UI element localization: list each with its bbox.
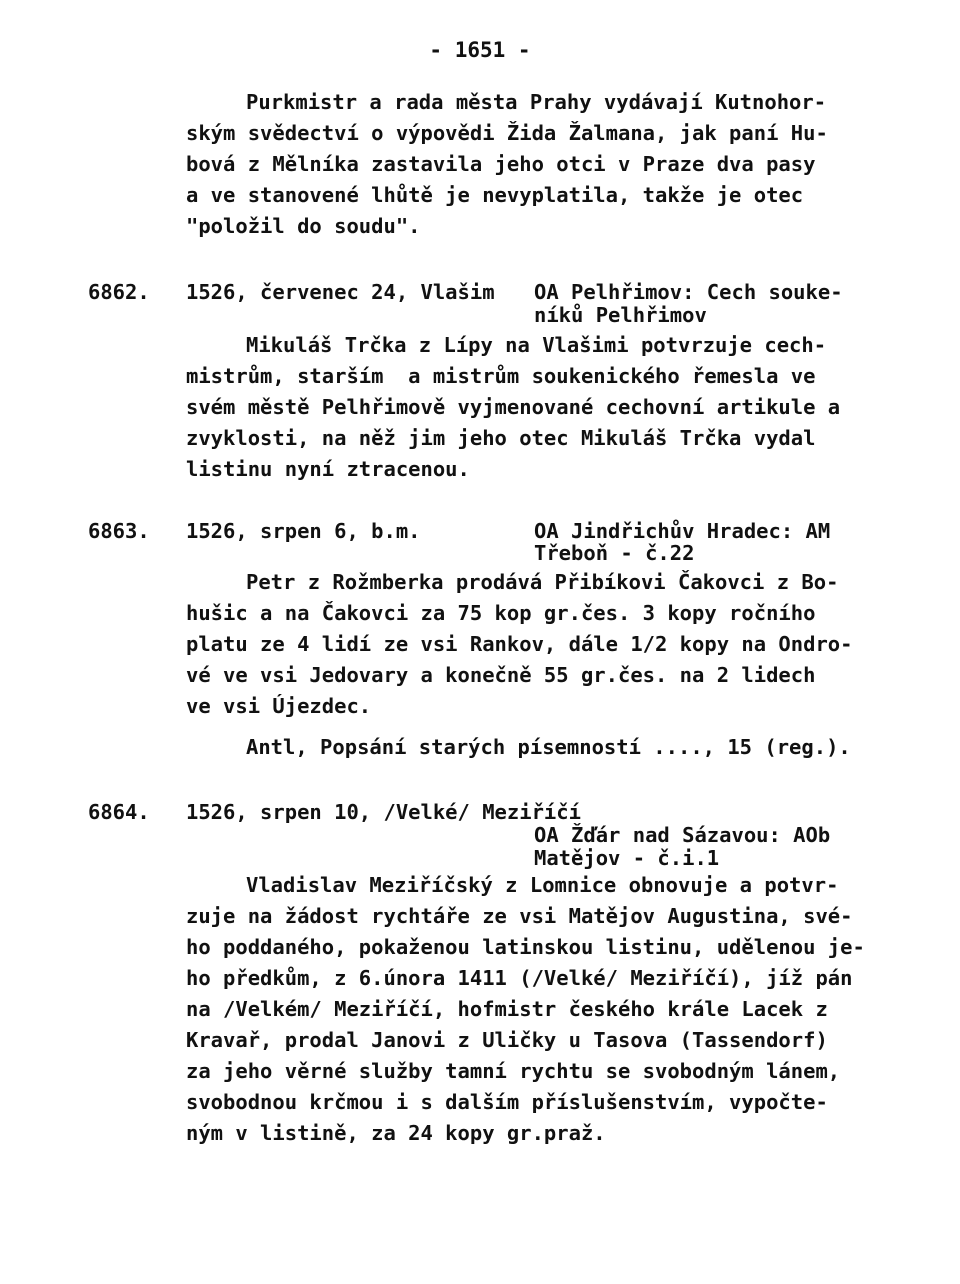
entry-archive: Matějov - č.i.1: [534, 846, 720, 870]
entry-body-line: zvyklosti, na něž jim jeho otec Mikuláš Trčka vydal: [186, 426, 816, 450]
entry-body-line: vé ve vsi Jedovary a konečně 55 gr.čes. na 2 lidech: [186, 663, 816, 687]
entry-body-line: za jeho věrné služby tamní rychtu se svobodným lánem,: [186, 1059, 841, 1083]
entry-body-line: platu ze 4 lidí ze vsi Rankov, dále 1/2 kopy na Ondro-: [186, 632, 853, 656]
entry-body-line: ho předkům, z 6.února 1411 (/Velké/ Meziříčí), jíž pán: [186, 966, 853, 990]
entry-body-line: ným v listině, za 24 kopy gr.praž.: [186, 1121, 606, 1145]
entry-body-line: svém městě Pelhřimově vyjmenované cechovní artikule a: [186, 395, 841, 419]
entry-body-line: svobodnou krčmou i s dalším příslušenstvím, vypočte-: [186, 1090, 828, 1114]
entry-source: Antl, Popsání starých písemností ...., 15 (reg.).: [246, 735, 851, 759]
entry-body-line: Mikuláš Trčka z Lípy na Vlašimi potvrzuje cech-: [246, 333, 827, 357]
entry-date: 1526, srpen 10, /Velké/ Meziříčí: [186, 800, 581, 824]
entry-archive: níků Pelhřimov: [534, 303, 707, 327]
intro-line: "položil do soudu".: [186, 214, 421, 238]
entry-archive: OA Žďár nad Sázavou: AOb: [534, 823, 831, 847]
intro-line: a ve stanovené lhůtě je nevyplatila, takže je otec: [186, 183, 804, 207]
entry-body-line: na /Velkém/ Meziříčí, hofmistr českého krále Lacek z: [186, 997, 828, 1021]
intro-line: Purkmistr a rada města Prahy vydávají Kutnohor-: [246, 90, 827, 114]
entry-body-line: mistrům, starším a mistrům soukenického řemesla ve: [186, 364, 816, 388]
entry-archive: OA Jindřichův Hradec: AM: [534, 519, 831, 543]
entry-number: 6862.: [88, 280, 150, 304]
entry-body-line: listinu nyní ztracenou.: [186, 457, 470, 481]
entry-archive: OA Pelhřimov: Cech souke-: [534, 280, 843, 304]
page-number: - 1651 -: [429, 38, 531, 62]
entry-body-line: ve vsi Újezdec.: [186, 694, 372, 718]
entry-number: 6863.: [88, 519, 150, 543]
entry-body-line: ho poddaného, pokaženou latinskou listinu, udělenou je-: [186, 935, 865, 959]
entry-date: 1526, srpen 6, b.m.: [186, 519, 421, 543]
intro-line: bová z Mělníka zastavila jeho otci v Praze dva pasy: [186, 152, 816, 176]
entry-body-line: Kravař, prodal Janovi z Uličky u Tasova (Tassendorf): [186, 1028, 828, 1052]
intro-line: ským svědectví o výpovědi Žida Žalmana, jak paní Hu-: [186, 121, 828, 145]
entry-body-line: Petr z Rožmberka prodává Přibíkovi Čakovci z Bo-: [246, 570, 839, 594]
entry-body-line: zuje na žádost rychtáře ze vsi Matějov Augustina, své-: [186, 904, 853, 928]
entry-body-line: hušic a na Čakovci za 75 kop gr.čes. 3 kopy ročního: [186, 601, 816, 625]
entry-date: 1526, červenec 24, Vlašim: [186, 280, 495, 304]
entry-number: 6864.: [88, 800, 150, 824]
entry-archive: Třeboň - č.22: [534, 541, 695, 565]
entry-body-line: Vladislav Meziříčský z Lomnice obnovuje a potvr-: [246, 873, 839, 897]
